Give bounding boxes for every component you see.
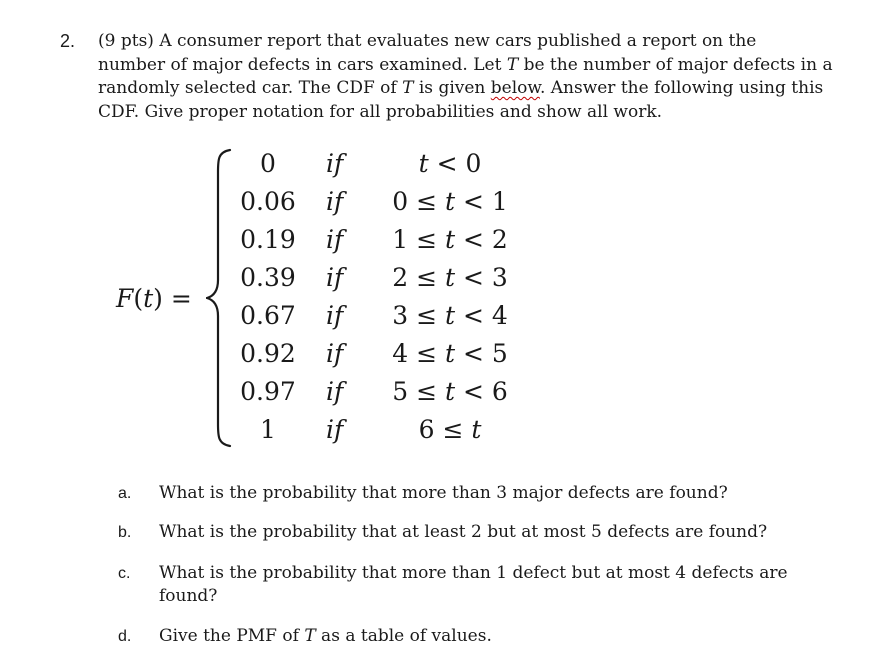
problem-line-1: (9 pts) A consumer report that evaluates new cars published a report on the — [98, 31, 757, 51]
cdf-value: 0.19 — [240, 225, 296, 254]
problem-number: 2. — [60, 31, 76, 51]
cdf-row — [0, 187, 891, 225]
problem-line-3: randomly selected car. The CDF of T is given below. Answer the following using this — [98, 78, 824, 98]
cdf-if: if — [326, 339, 344, 368]
cdf-row — [0, 415, 891, 453]
cdf-value: 0.97 — [240, 377, 296, 406]
cdf-condition: 1 ≤ t < 2 — [392, 225, 508, 254]
question-text: What is the probability that at least 2 but at most 5 defects are found? — [159, 522, 768, 542]
question-text: What is the probability that more than 1 defect but at most 4 defects are found? — [159, 563, 788, 606]
cdf-condition: t < 0 — [418, 149, 482, 178]
question-label: c. — [118, 565, 131, 582]
cdf-if: if — [326, 225, 344, 254]
cdf-if: if — [326, 149, 344, 178]
cdf-row — [0, 339, 891, 377]
cdf-row — [0, 149, 891, 187]
cdf-if: if — [326, 377, 344, 406]
cdf-if: if — [326, 415, 344, 444]
cdf-if: if — [326, 263, 344, 292]
problem-line-2: number of major defects in cars examined. Let T be the number of major defects in a — [98, 54, 833, 75]
problem-line-4: CDF. Give proper notation for all probabilities and show all work. — [98, 101, 663, 122]
cdf-function-label: F(t) = — [116, 284, 192, 313]
problem-statement — [98, 30, 858, 124]
cdf-row — [0, 263, 891, 301]
cdf-value: 0 — [260, 149, 276, 178]
cdf-value: 0.67 — [240, 301, 296, 330]
cdf-row — [0, 301, 891, 339]
question-text: Give the PMF of T as a table of values. — [159, 626, 492, 646]
question-text: What is the probability that more than 3 major defects are found? — [159, 483, 728, 503]
cdf-row — [0, 225, 891, 263]
cdf-condition: 4 ≤ t < 5 — [392, 339, 508, 368]
cdf-value: 0.06 — [240, 187, 296, 216]
question-label: b. — [118, 524, 132, 541]
cdf-value: 1 — [260, 415, 276, 444]
question-label: a. — [118, 485, 132, 502]
cdf-condition: 0 ≤ t < 1 — [392, 187, 508, 216]
cdf-value: 0.39 — [240, 263, 296, 292]
cdf-row — [0, 377, 891, 415]
cdf-condition: 2 ≤ t < 3 — [392, 263, 508, 292]
cdf-condition: 3 ≤ t < 4 — [392, 301, 508, 330]
cdf-value: 0.92 — [240, 339, 296, 368]
cdf-condition: 6 ≤ t — [418, 415, 482, 444]
cdf-condition: 5 ≤ t < 6 — [392, 377, 508, 406]
cdf-if: if — [326, 301, 344, 330]
cdf-if: if — [326, 187, 344, 216]
question-label: d. — [118, 628, 132, 645]
